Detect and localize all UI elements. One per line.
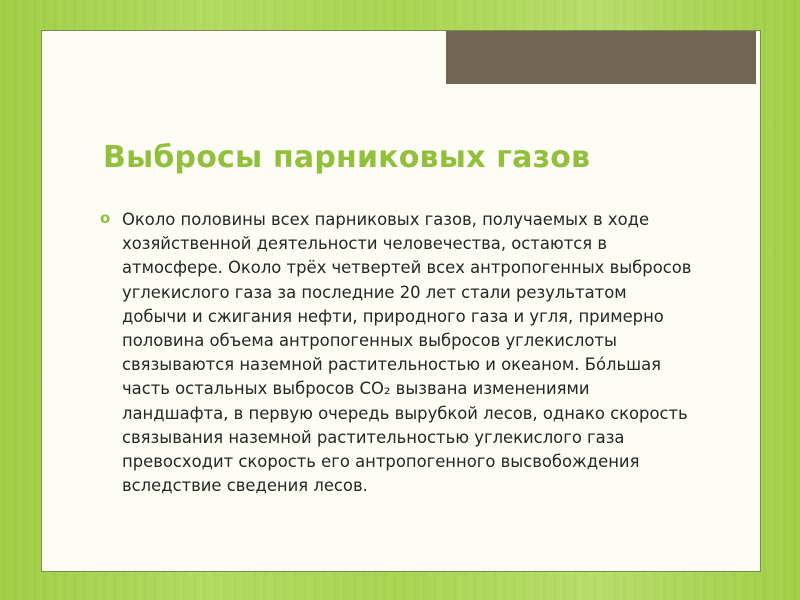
circle-bullet-icon: o — [100, 209, 111, 227]
slide-title: Выбросы парниковых газов — [103, 140, 591, 175]
bullet-text: Около половины всех парниковых газов, получаемых в ходе хозяйственной деятельности человечества, остаются в атмосфере. Около трёх четвертей всех антропогенных выбросов углекислого газа за последние 20 лет стали результатом добычи и сжигания нефти, природного газа и угля, примерно половина объема антропогенных выбросов углекислоты связываются наземной растительностью и океаном. Бо́льшая часть остальных выбросов CO₂ вызвана изменениями ландшафта, в первую очередь вырубкой лесов, однако скорость связывания наземной растительностью углекислого газа превосходит скорость его антропогенного высвобождения вследствие сведения лесов. — [122, 210, 692, 496]
bullet-item — [100, 208, 700, 498]
accent-block — [445, 31, 757, 85]
